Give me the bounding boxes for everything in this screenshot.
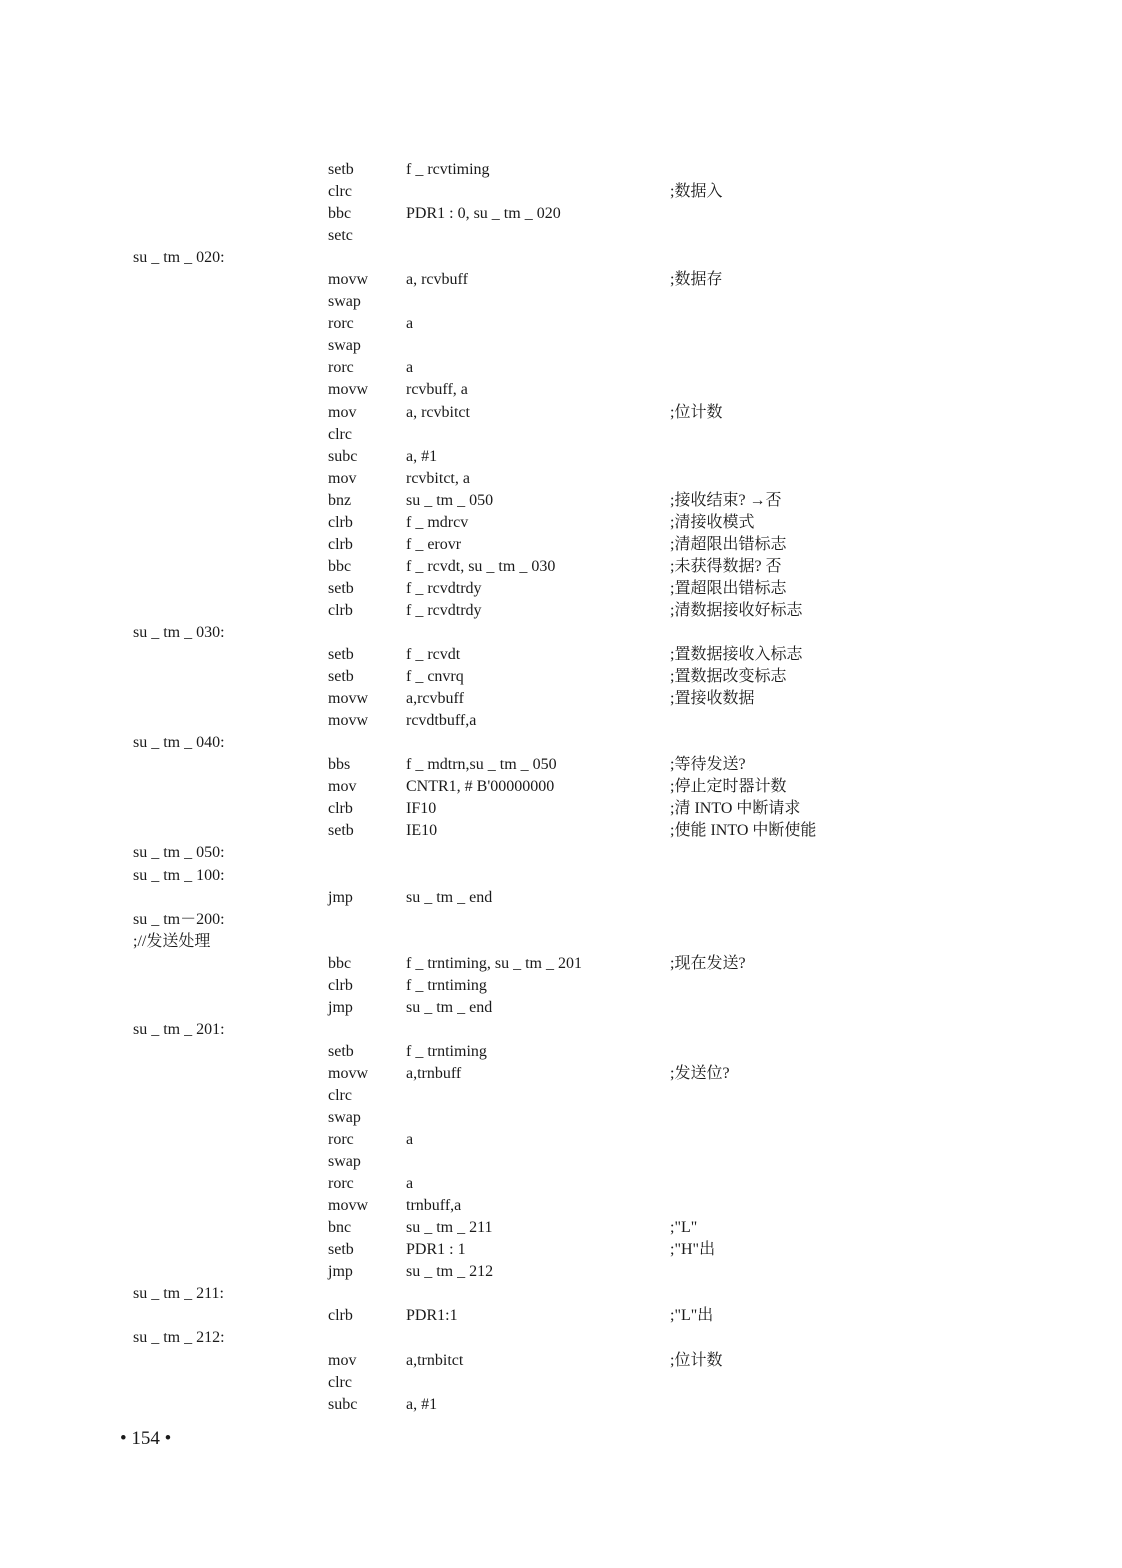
code-line (0, 1372, 1122, 1394)
code-line (0, 1173, 1122, 1195)
mnemonic: movw (328, 712, 368, 730)
code-label: su _ tm _ 100: (133, 866, 225, 884)
code-line (0, 1305, 1122, 1327)
mnemonic: clrb (328, 513, 353, 531)
label-line (0, 931, 1122, 953)
code-line (0, 1195, 1122, 1217)
mnemonic: setb (328, 668, 354, 686)
code-line (0, 1350, 1122, 1372)
mnemonic: setb (328, 579, 354, 597)
code-line (0, 556, 1122, 578)
page-number: • 154 • (120, 1428, 172, 1449)
operand: a, #1 (406, 447, 438, 465)
operand: f _ rcvdt, su _ tm _ 030 (406, 557, 556, 575)
mnemonic: setb (328, 822, 354, 840)
mnemonic: rorc (328, 1175, 354, 1193)
code-line (0, 313, 1122, 335)
mnemonic: movw (328, 381, 368, 399)
comment: ;等待发送? (670, 756, 746, 774)
code-line (0, 203, 1122, 225)
code-label: su _ tm _ 030: (133, 623, 225, 641)
mnemonic: clrc (328, 425, 352, 443)
code-line (0, 1063, 1122, 1085)
code-line (0, 490, 1122, 512)
mnemonic: bbc (328, 557, 352, 575)
label-line (0, 909, 1122, 931)
mnemonic: swap (328, 1153, 361, 1171)
code-line (0, 1041, 1122, 1063)
mnemonic: movw (328, 1064, 368, 1082)
code-line (0, 688, 1122, 710)
mnemonic: mov (328, 1351, 357, 1369)
label-line (0, 1327, 1122, 1349)
mnemonic: mov (328, 778, 357, 796)
mnemonic: swap (328, 1109, 361, 1127)
code-label: su _ tm _ 050: (133, 844, 225, 862)
mnemonic: swap (328, 293, 361, 311)
operand: rcvbitct, a (406, 469, 470, 487)
operand: a (406, 315, 414, 333)
mnemonic: swap (328, 337, 361, 355)
operand: rcvdtbuff,a (406, 712, 477, 730)
mnemonic: rorc (328, 315, 354, 333)
mnemonic: clrb (328, 800, 353, 818)
code-line (0, 402, 1122, 424)
comment: ;位计数 (670, 1351, 723, 1369)
comment: ;"H"出 (670, 1241, 716, 1259)
operand: f _ rcvdtrdy (406, 601, 482, 619)
mnemonic: rorc (328, 1131, 354, 1149)
mnemonic: clrb (328, 535, 353, 553)
operand: CNTR1, # B'00000000 (406, 778, 555, 796)
operand: PDR1:1 (406, 1307, 458, 1325)
mnemonic: bbs (328, 756, 351, 774)
code-line (0, 534, 1122, 556)
operand: a, rcvbuff (406, 271, 468, 289)
mnemonic: subc (328, 447, 358, 465)
operand: rcvbuff, a (406, 381, 468, 399)
mnemonic: clrb (328, 976, 353, 994)
mnemonic: bnz (328, 491, 352, 509)
code-line (0, 357, 1122, 379)
mnemonic: setb (328, 1241, 354, 1259)
mnemonic: movw (328, 271, 368, 289)
code-line (0, 424, 1122, 446)
operand: a,rcvbuff (406, 690, 464, 708)
operand: f _ cnvrq (406, 668, 464, 686)
code-line (0, 644, 1122, 666)
operand: a (406, 1131, 414, 1149)
mnemonic: setb (328, 1042, 354, 1060)
comment: ;置数据改变标志 (670, 668, 787, 686)
operand: f _ rcvtiming (406, 161, 490, 178)
label-line (0, 732, 1122, 754)
code-label: su _ tm－200: (133, 910, 225, 928)
code-line (0, 798, 1122, 820)
code-line (0, 1217, 1122, 1239)
operand: a,trnbitct (406, 1351, 464, 1369)
operand: IF10 (406, 800, 437, 818)
comment: ;数据存 (670, 271, 723, 289)
operand: f _ trntiming (406, 1042, 487, 1060)
comment: ;置接收数据 (670, 690, 755, 708)
label-line (0, 865, 1122, 887)
operand: su _ tm _ 211 (406, 1219, 493, 1237)
operand: su _ tm _ end (406, 888, 493, 906)
mnemonic: movw (328, 690, 368, 708)
mnemonic: jmp (328, 998, 353, 1016)
code-line (0, 1107, 1122, 1129)
mnemonic: jmp (328, 888, 353, 906)
mnemonic: rorc (328, 359, 354, 377)
comment: ;接收结束? →否 (670, 491, 782, 509)
code-line (0, 512, 1122, 534)
operand: su _ tm _ end (406, 998, 493, 1016)
comment: ;使能 INTO 中断使能 (670, 822, 817, 840)
operand: f _ rcvdt (406, 646, 461, 664)
operand: f _ rcvdtrdy (406, 579, 482, 597)
mnemonic: bbc (328, 954, 352, 972)
operand: f _ trntiming (406, 976, 487, 994)
comment: ;清接收模式 (670, 513, 755, 531)
operand: f _ mdrcv (406, 513, 469, 531)
code-label: su _ tm _ 040: (133, 734, 225, 752)
mnemonic: bnc (328, 1219, 352, 1237)
label-line (0, 247, 1122, 269)
comment: ;"L" (670, 1219, 698, 1237)
operand: PDR1 : 1 (406, 1241, 466, 1259)
comment: ;停止定时器计数 (670, 778, 787, 796)
mnemonic: setb (328, 161, 354, 178)
label-line (0, 1019, 1122, 1041)
comment: ;未获得数据? 否 (670, 557, 782, 575)
operand: a, #1 (406, 1395, 438, 1413)
operand: su _ tm _ 050 (406, 491, 494, 509)
operand: IE10 (406, 822, 438, 840)
code-listing (0, 159, 1122, 1416)
operand: a (406, 1175, 414, 1193)
comment: ;现在发送? (670, 954, 746, 972)
comment: ;发送位? (670, 1064, 730, 1082)
code-line (0, 291, 1122, 313)
code-line (0, 1151, 1122, 1173)
code-line (0, 776, 1122, 798)
code-line (0, 754, 1122, 776)
operand: a, rcvbitct (406, 403, 470, 421)
code-line (0, 1394, 1122, 1416)
code-line (0, 887, 1122, 909)
mnemonic: setb (328, 646, 354, 664)
code-line (0, 1085, 1122, 1107)
operand: trnbuff,a (406, 1197, 462, 1215)
code-line (0, 1261, 1122, 1283)
comment: ;置超限出错标志 (670, 579, 787, 597)
comment: ;清数据接收好标志 (670, 601, 803, 619)
mnemonic: clrc (328, 183, 352, 201)
code-line (0, 953, 1122, 975)
code-label: su _ tm _ 020: (133, 249, 225, 267)
code-line (0, 379, 1122, 401)
mnemonic: clrc (328, 1373, 352, 1391)
code-line (0, 1129, 1122, 1151)
code-line (0, 468, 1122, 490)
comment: ;置数据接收入标志 (670, 646, 803, 664)
code-label: ;//发送处理 (133, 932, 211, 950)
mnemonic: movw (328, 1197, 368, 1215)
comment: ;清超限出错标志 (670, 535, 787, 553)
code-line (0, 159, 1122, 181)
label-line (0, 842, 1122, 864)
code-line (0, 225, 1122, 247)
code-line (0, 181, 1122, 203)
code-line (0, 446, 1122, 468)
operand: f _ trntiming, su _ tm _ 201 (406, 954, 582, 972)
code-line (0, 1239, 1122, 1261)
comment: ;"L"出 (670, 1307, 714, 1325)
comment: ;清 INTO 中断请求 (670, 800, 801, 818)
mnemonic: bbc (328, 205, 352, 223)
code-line (0, 578, 1122, 600)
code-label: su _ tm _ 211: (133, 1285, 224, 1303)
code-label: su _ tm _ 212: (133, 1329, 225, 1347)
operand: a,trnbuff (406, 1064, 462, 1082)
label-line (0, 1283, 1122, 1305)
operand: f _ erovr (406, 535, 462, 553)
label-line (0, 622, 1122, 644)
mnemonic: jmp (328, 1263, 353, 1281)
mnemonic: clrb (328, 601, 353, 619)
code-line (0, 975, 1122, 997)
code-line (0, 820, 1122, 842)
code-line (0, 710, 1122, 732)
mnemonic: mov (328, 403, 357, 421)
mnemonic: clrc (328, 1086, 352, 1104)
operand: PDR1 : 0, su _ tm _ 020 (406, 205, 561, 223)
operand: a (406, 359, 414, 377)
operand: su _ tm _ 212 (406, 1263, 494, 1281)
mnemonic: setc (328, 227, 353, 245)
code-line (0, 335, 1122, 357)
mnemonic: mov (328, 469, 357, 487)
comment: ;数据入 (670, 183, 723, 201)
mnemonic: clrb (328, 1307, 353, 1325)
code-line (0, 600, 1122, 622)
code-line (0, 997, 1122, 1019)
mnemonic: subc (328, 1395, 358, 1413)
code-line (0, 666, 1122, 688)
code-label: su _ tm _ 201: (133, 1020, 225, 1038)
operand: f _ mdtrn,su _ tm _ 050 (406, 756, 557, 774)
comment: ;位计数 (670, 403, 723, 421)
code-line (0, 269, 1122, 291)
